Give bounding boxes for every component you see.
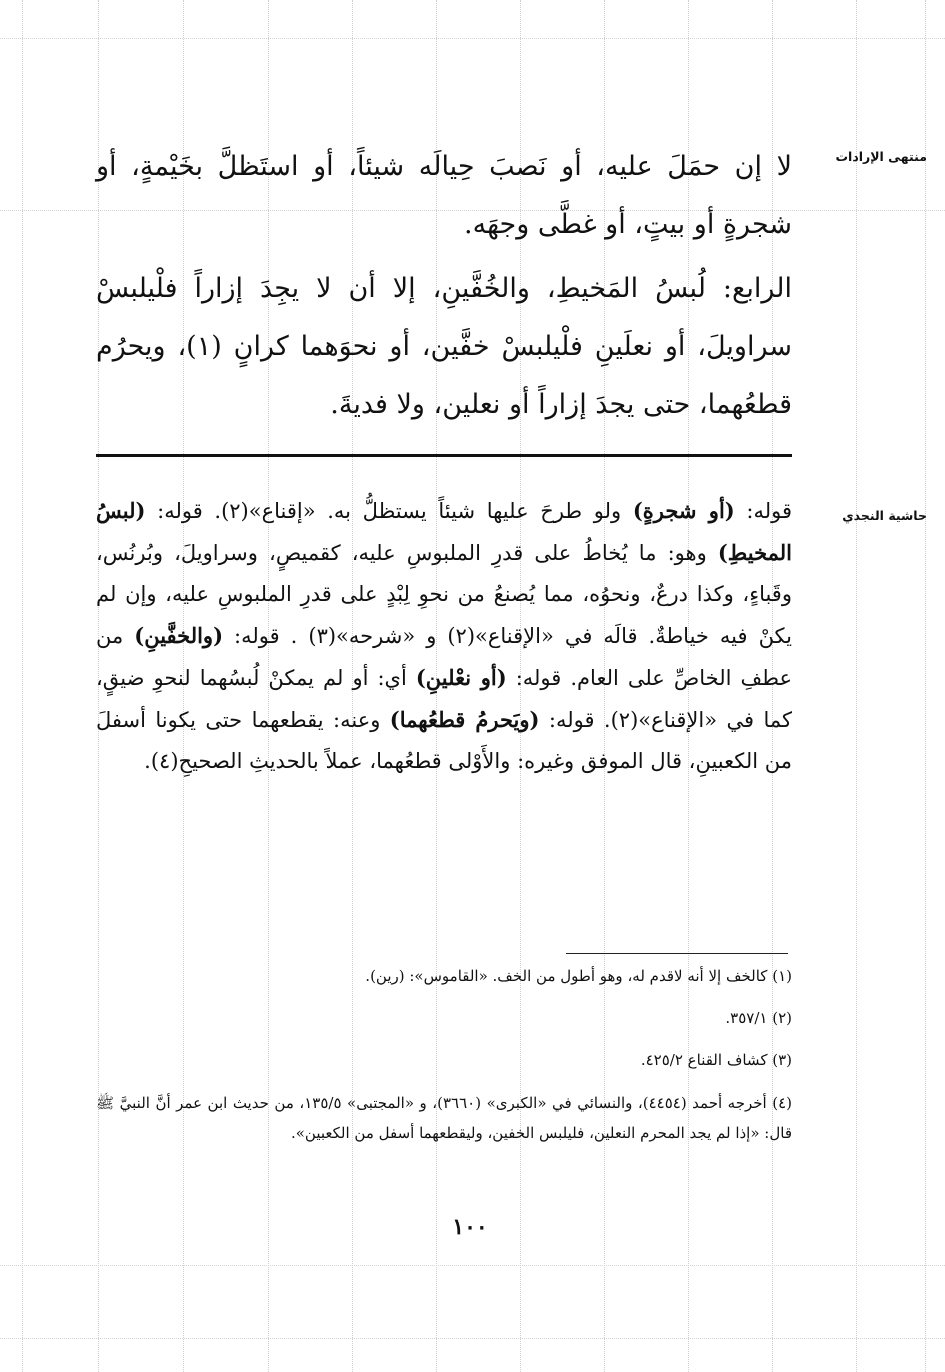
- footnotes: [96, 962, 792, 1148]
- commentary-text-run: أي: أو لم يمكنْ لُبسُهما لنحوِ ضيقٍ، كما في «الإقناع»(٢). قوله:: [96, 666, 792, 732]
- main-text-margin-label: منتهى الإرادات: [835, 149, 927, 164]
- quoted-phrase: (أو شجرةٍ): [632, 498, 735, 523]
- scan-guide-line: [0, 38, 945, 39]
- footnote: (١) كالخف إلا أنه لاقدم له، وهو أطول من الخف. «القاموس»: (رين).: [365, 967, 792, 985]
- main-paragraph: الرابع: لُبسُ المَخيطِ، والخُفَّينِ، إلا أن لا يجِدَ إزاراً فلْيلبسْ سراويلَ، أو نعلَينِ فلْيلبسْ خفَّين، أو نحوَهما كرانٍ (١)، ويحرُم قطعُهما، حتى يجدَ إزاراً أو نعلين، ولا فديةَ.: [96, 273, 792, 420]
- commentary-text-run: من عطفِ الخاصِّ على العام. قوله:: [96, 624, 792, 690]
- scan-guide-line: [22, 0, 23, 1372]
- section-divider: [96, 454, 792, 457]
- scan-guide-line: [0, 1338, 945, 1339]
- scan-guide-line: [0, 1265, 945, 1266]
- commentary-margin-label: حاشية النجدي: [842, 508, 927, 523]
- page-number: ١٠٠: [452, 1214, 488, 1240]
- footnote: (٣) كشاف القناع ٤٢٥/٢.: [640, 1051, 792, 1069]
- quoted-phrase: (ويَحرمُ قطعُهما): [389, 707, 540, 732]
- main-text: [96, 138, 792, 434]
- commentary-text-run: وعنه: يقطعهما حتى يكونا أسفلَ من الكعبينِ، قال الموفق وغيره: والأَوْلى قطعُهما، عملاً بالحديثِ الصحيحِ(٤).: [96, 708, 792, 773]
- footnote-divider: [566, 953, 788, 954]
- quoted-phrase: (لبسُ المخيطِ): [96, 498, 792, 565]
- main-paragraph: لا إن حمَلَ عليه، أو نَصبَ حِيالَه شيئاً، أو استَظلَّ بخَيْمةٍ، أو شجرةٍ أو بيتٍ، أو غطَّى وجهَه.: [96, 151, 792, 240]
- commentary-text-run: قوله:: [734, 499, 792, 523]
- commentary-text-run: وهو: ما يُخاطُ على قدرِ الملبوسِ عليه، كقميصٍ، وسراويلَ، وبُرنُس، وقَباءٍ، وكذا درعٌ، ونحوُه، مما يُصنعُ من نحوِ لِبْدٍ على قدرِ الملبوسِ عليه، وإن لم يكنْ فيه خياطةٌ. قالَه في «الإقناع»(٢) و «شرحه»(٣) . قوله:: [96, 541, 792, 648]
- quoted-phrase: (أو نعْلينِ): [415, 665, 507, 690]
- commentary-text-run: ولو طرحَ عليها شيئاً يستظلُّ به. «إقناع»(٢). قوله:: [145, 499, 633, 523]
- commentary-paragraph: [96, 490, 792, 782]
- footnote: (٤) أخرجه أحمد (٤٤٥٤)، والنسائي في «الكبرى» (٣٦٦٠)، و «المجتبى» ١٣٥/٥، من حديث ابن عمر أنَّ النبيَّ ﷺ قال: «إذا لم يجد المحرم النعلين، فليلبس الخفين، وليقطعهما أسفل من الكعبين».: [96, 1094, 793, 1142]
- footnote: (٢) ٣٥٧/١.: [725, 1009, 792, 1027]
- quoted-phrase: (والخفَّينِ): [134, 623, 224, 648]
- commentary-text: [96, 490, 792, 782]
- scan-guide-line: [856, 0, 857, 1372]
- scan-guide-line: [925, 0, 926, 1372]
